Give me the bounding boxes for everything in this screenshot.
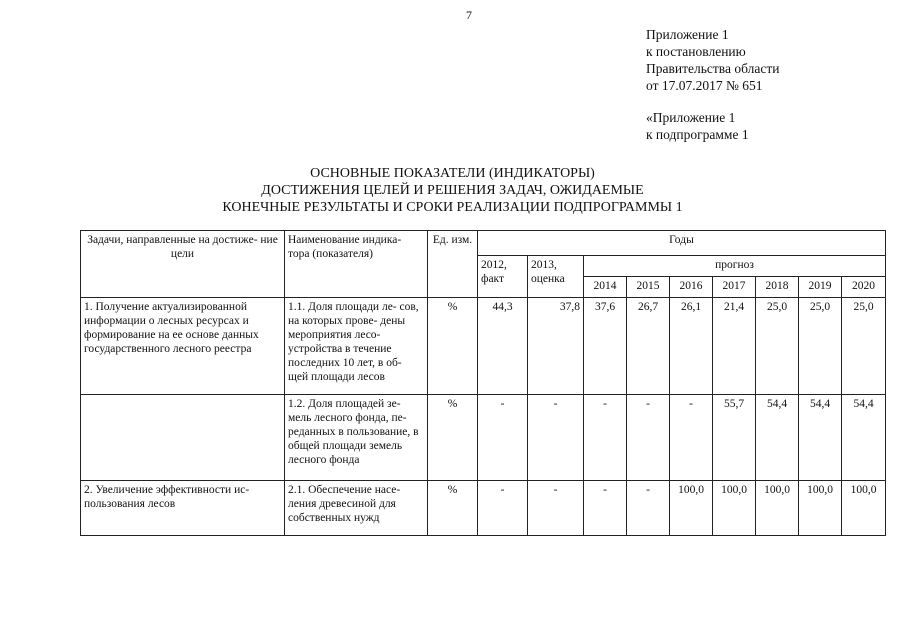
value-cell: -: [478, 395, 528, 481]
value-cell: 26,7: [627, 298, 670, 395]
value-cell: -: [584, 481, 627, 536]
appendix-line: Правительства области: [646, 61, 780, 76]
header-year-2012: 2012, факт: [478, 256, 528, 298]
indicator-cell: 1.2. Доля площадей зе- мель лесного фонда, пе- реданных в пользование, в общей площади земель лесного фонда: [285, 395, 428, 481]
indicator-cell: 2.1. Обеспечение насе- ления древесиной для собственных нужд: [285, 481, 428, 536]
value-cell: 100,0: [670, 481, 713, 536]
value-cell: 100,0: [756, 481, 799, 536]
value-cell: 37,8: [528, 298, 584, 395]
title-line: КОНЕЧНЫЕ РЕЗУЛЬТАТЫ И СРОКИ РЕАЛИЗАЦИИ ПОДПРОГРАММЫ 1: [222, 200, 683, 215]
task-cell: 1. Получение актуализированной информации о лесных ресурсах и формирование на ее основе данных государственного лесного реестра: [81, 298, 285, 395]
header-year: 2019: [799, 277, 842, 298]
unit-cell: %: [428, 481, 478, 536]
appendix-line: от 17.07.2017 № 651: [646, 78, 763, 93]
header-years: Годы: [478, 231, 886, 256]
header-year-2013: 2013, оценка: [528, 256, 584, 298]
value-cell: 21,4: [713, 298, 756, 395]
table-row: [81, 481, 886, 536]
header-year: 2018: [756, 277, 799, 298]
header-indicator: Наименование индика- тора (показателя): [285, 231, 428, 298]
header-year: 2014: [584, 277, 627, 298]
value-cell: 25,0: [799, 298, 842, 395]
value-cell: -: [670, 395, 713, 481]
value-cell: 54,4: [799, 395, 842, 481]
task-cell: [81, 395, 285, 481]
title-line: ОСНОВНЫЕ ПОКАЗАТЕЛИ (ИНДИКАТОРЫ): [310, 166, 595, 181]
header-year: 2020: [842, 277, 886, 298]
appendix-line: к постановлению: [646, 44, 746, 59]
header-year: 2017: [713, 277, 756, 298]
task-cell: 2. Увеличение эффективности ис- пользования лесов: [81, 481, 285, 536]
header-tasks: Задачи, направленные на достиже- ние цели: [81, 231, 285, 298]
value-cell: 54,4: [756, 395, 799, 481]
unit-cell: %: [428, 298, 478, 395]
table-row: [81, 395, 886, 481]
indicator-cell: 1.1. Доля площади ле- сов, на которых прове- дены мероприятия лесо- устройства в течение последних 10 лет, в об- щей площади лесов: [285, 298, 428, 395]
indicators-table: [80, 230, 886, 536]
value-cell: -: [478, 481, 528, 536]
value-cell: 54,4: [842, 395, 886, 481]
header-year: 2016: [670, 277, 713, 298]
value-cell: 37,6: [584, 298, 627, 395]
value-cell: 44,3: [478, 298, 528, 395]
value-cell: 26,1: [670, 298, 713, 395]
value-cell: -: [627, 395, 670, 481]
value-cell: 100,0: [799, 481, 842, 536]
document-title: [180, 165, 725, 216]
appendix-line: к подпрограмме 1: [646, 127, 749, 142]
header-forecast: прогноз: [584, 256, 886, 277]
value-cell: -: [584, 395, 627, 481]
page-number: 7: [466, 8, 472, 22]
appendix-line: Приложение 1: [646, 27, 729, 42]
header-year: 2015: [627, 277, 670, 298]
appendix-line: «Приложение 1: [646, 110, 736, 125]
unit-cell: %: [428, 395, 478, 481]
value-cell: -: [627, 481, 670, 536]
value-cell: 55,7: [713, 395, 756, 481]
title-line: ДОСТИЖЕНИЯ ЦЕЛЕЙ И РЕШЕНИЯ ЗАДАЧ, ОЖИДАЕМЫЕ: [261, 183, 644, 198]
table-header-row: [81, 231, 886, 256]
value-cell: 100,0: [842, 481, 886, 536]
table-row: [81, 298, 886, 395]
appendix-block: [646, 26, 779, 143]
value-cell: -: [528, 395, 584, 481]
value-cell: 25,0: [842, 298, 886, 395]
value-cell: -: [528, 481, 584, 536]
value-cell: 25,0: [756, 298, 799, 395]
value-cell: 100,0: [713, 481, 756, 536]
header-unit: Ед. изм.: [428, 231, 478, 298]
